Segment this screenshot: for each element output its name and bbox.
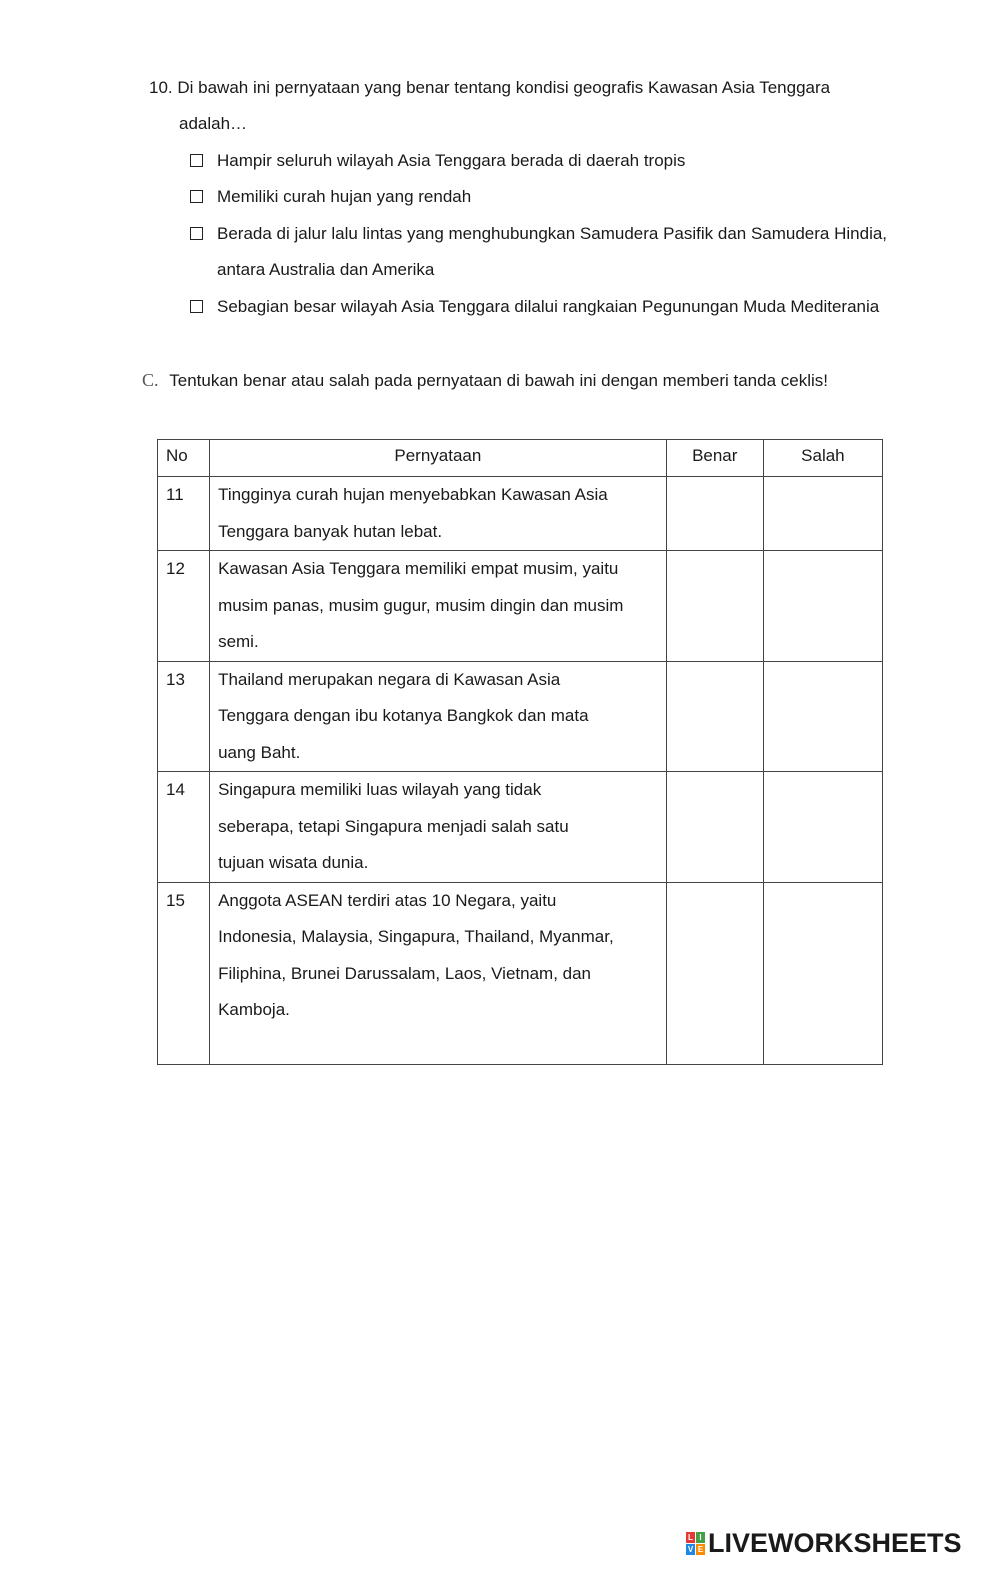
liveworksheets-logo [686, 1528, 962, 1559]
checkbox-icon[interactable] [190, 154, 203, 167]
table-row [158, 772, 883, 883]
table-row [158, 477, 883, 551]
statement-line: Tenggara banyak hutan lebat. [218, 521, 443, 541]
true-false-table [157, 439, 883, 1065]
header-salah: Salah [763, 440, 882, 477]
table-row [158, 551, 883, 662]
section-c-heading [142, 368, 828, 393]
question-10-line-2: adalah… [179, 114, 248, 133]
logo-text: LIVEWORKSHEETS [708, 1528, 962, 1558]
logo-tile: V [687, 1545, 694, 1554]
statement-line: Indonesia, Malaysia, Singapura, Thailand, Myanmar, [218, 927, 614, 946]
logo-tile: E [697, 1545, 704, 1554]
header-statement: Pernyataan [210, 440, 667, 477]
row-statement [210, 772, 667, 883]
option-text: Hampir seluruh wilayah Asia Tenggara berada di daerah tropis [217, 151, 686, 170]
header-benar: Benar [666, 440, 763, 477]
option-text: Sebagian besar wilayah Asia Tenggara dilalui rangkaian Pegunungan Muda Mediterania [217, 297, 880, 316]
benar-cell[interactable] [666, 882, 763, 1064]
statement-line: semi. [218, 632, 259, 651]
row-statement [210, 477, 667, 551]
statement-line: tujuan wisata dunia. [218, 853, 369, 872]
question-number: 10. [149, 78, 173, 97]
row-statement [210, 551, 667, 662]
statement-line: Filiphina, Brunei Darussalam, Laos, Vietnam, dan [218, 963, 591, 983]
checkbox-icon[interactable] [190, 300, 203, 313]
row-statement [210, 661, 667, 772]
section-instruction: Tentukan benar atau salah pada pernyataan di bawah ini dengan memberi tanda ceklis! [169, 371, 828, 390]
statement-line: uang Baht. [218, 742, 301, 762]
statement-line: musim panas, musim gugur, musim dingin dan musim [218, 595, 624, 615]
row-number: 14 [158, 772, 210, 883]
statement-line: Thailand merupakan negara di Kawasan Asia [218, 669, 561, 689]
row-number: 13 [158, 661, 210, 772]
row-statement [210, 882, 667, 1064]
statement-line: Singapura memiliki luas wilayah yang tidak [218, 780, 542, 799]
option-text: Memiliki curah hujan yang rendah [217, 187, 472, 206]
option-3-continuation: antara Australia dan Amerika [217, 260, 435, 279]
statement-line: Kamboja. [218, 1000, 290, 1019]
question-10-line-1 [149, 76, 830, 100]
statement-line: Kawasan Asia Tenggara memiliki empat musim, yaitu [218, 559, 619, 578]
table-row [158, 661, 883, 772]
option-text: Berada di jalur lalu lintas yang menghubungkan Samudera Pasifik dan Samudera Hindia, [217, 224, 888, 243]
checkbox-icon[interactable] [190, 227, 203, 240]
logo-tile: I [696, 1532, 705, 1543]
salah-cell[interactable] [763, 772, 882, 883]
header-no: No [158, 440, 210, 477]
option-1[interactable] [190, 149, 685, 173]
statement-line: Anggota ASEAN terdiri atas 10 Negara, yaitu [218, 890, 557, 910]
table-header-row [158, 440, 883, 477]
logo-mark-icon [686, 1532, 705, 1555]
row-number: 15 [158, 882, 210, 1064]
row-number: 11 [158, 477, 210, 551]
salah-cell[interactable] [763, 551, 882, 662]
benar-cell[interactable] [666, 551, 763, 662]
salah-cell[interactable] [763, 477, 882, 551]
statement-line: Tenggara dengan ibu kotanya Bangkok dan mata [218, 706, 589, 725]
table-row [158, 882, 883, 1064]
benar-cell[interactable] [666, 477, 763, 551]
row-number: 12 [158, 551, 210, 662]
option-3[interactable] [190, 222, 887, 246]
benar-cell[interactable] [666, 772, 763, 883]
salah-cell[interactable] [763, 882, 882, 1064]
statement-line: Tingginya curah hujan menyebabkan Kawasan Asia [218, 485, 608, 504]
benar-cell[interactable] [666, 661, 763, 772]
salah-cell[interactable] [763, 661, 882, 772]
logo-tile: L [686, 1532, 695, 1543]
option-2[interactable] [190, 185, 471, 209]
statement-line: seberapa, tetapi Singapura menjadi salah satu [218, 816, 569, 836]
question-text: Di bawah ini pernyataan yang benar tentang kondisi geografis Kawasan Asia Tenggara [177, 78, 831, 97]
checkbox-icon[interactable] [190, 190, 203, 203]
section-letter: C. [142, 370, 159, 390]
option-4[interactable] [190, 295, 879, 319]
